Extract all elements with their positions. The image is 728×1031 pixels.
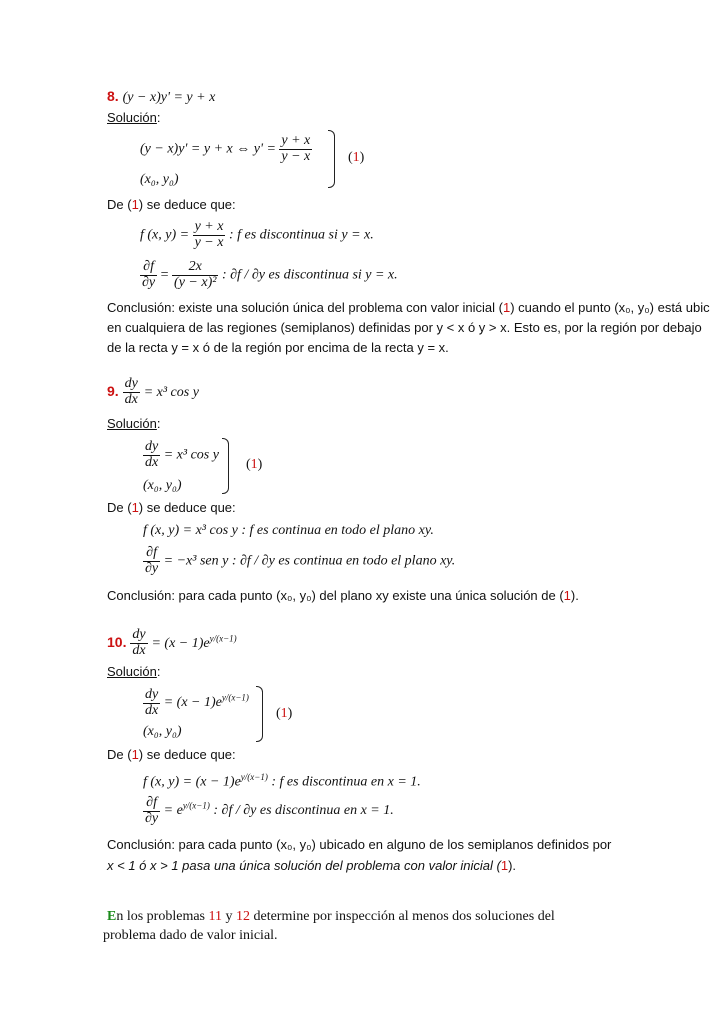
problem-equation: = $(x - 1)e^{y/(x-1)}$	[151, 633, 237, 651]
label-number: 1	[352, 150, 360, 165]
df-definition: $\frac{\partial f}{\partial y}$ = $e^{y/(x-1)}$ : ∂f / ∂y es discontinua en x = 1.	[145, 795, 394, 826]
drop-letter: E	[107, 909, 117, 924]
deduce-line: De (1) se deduce que:	[107, 747, 236, 762]
solucion-label	[107, 110, 161, 125]
conclusion-line-2: x < 1 ó x > 1 pasa una única solución del problema con valor inicial (1).	[107, 858, 517, 873]
df-definition: $\frac{\partial f}{\partial y}$ = −x³ sen y : ∂f / ∂y es continua en todo el plano xy.	[145, 545, 456, 576]
conclusion-line-1: Conclusión: para cada punto (x₀, y₀) ubicado en alguno de los semiplanos definidos por	[107, 837, 612, 852]
conclusion-line-1: Conclusión: existe una solución única del problema con valor inicial (1) cuando el punto (x₀, y₀) está ubic	[107, 300, 710, 315]
problem-9-heading	[107, 377, 199, 407]
f-definition: f (x, y) = $\frac{y + x}{y - x}$ : f es discontinua si y = x.	[140, 219, 374, 250]
conclusion-line-3: de la recta y = x ó de la región por encima de la recta y = x.	[107, 340, 449, 355]
system-fraction	[279, 134, 312, 164]
problem-10-heading	[107, 628, 237, 658]
dydx-fraction: $\frac{dy}{dx}$	[145, 687, 159, 718]
partial-fraction: $\frac{\partial f}{\partial y}$	[145, 545, 159, 576]
system-brace	[256, 686, 263, 742]
deduce-line: De (1) se deduce que:	[107, 500, 236, 515]
dydx-fraction: $\frac{dy}{dx}$	[145, 439, 159, 470]
initial-point: (x₀, y₀)	[143, 724, 182, 739]
initial-point: (x₀, y₀)	[140, 172, 179, 187]
fraction-num: y + x	[281, 133, 311, 148]
problem-8-heading	[107, 88, 215, 106]
conclusion-line: Conclusión: para cada punto (x₀, y₀) del plano xy existe una única solución de (1).	[107, 588, 579, 603]
problem-equation: (y − x)y' = y + x	[122, 90, 216, 105]
f-definition: f (x, $y) = (x - 1)e^{y/(x-1)}$ : f es discontinua en x = 1.	[143, 772, 421, 790]
fraction-den: y − x	[281, 148, 311, 164]
system-equation	[140, 134, 312, 164]
instructions-line-1: En los problemas 11 y 12 determine por inspección al menos dos soluciones del	[107, 909, 555, 924]
solucion-label: Solución:	[107, 416, 161, 431]
equation-label: (1)	[276, 706, 293, 721]
instructions-line-2: problema dado de valor inicial.	[103, 928, 278, 943]
partial-fraction: $\frac{\partial f}{\partial y}$	[142, 259, 156, 290]
problem-number: 10.	[107, 633, 127, 650]
f-fraction: $\frac{y + x}{y - x}$	[194, 219, 224, 250]
solucion-text: Solución	[107, 110, 157, 125]
dydx-fraction: $\frac{dy}{dx}$	[132, 627, 146, 658]
df-fraction: $\frac{2x}{\text{(y − x)²}}$	[174, 259, 217, 290]
df-definition: $\frac{\partial f}{\partial y}$ = $\frac{2x}{\text{(y − x)²}}$ : ∂f / ∂y es discontinua si y = x.	[142, 259, 398, 290]
colon: :	[156, 110, 161, 125]
ref-number: 1	[503, 300, 511, 315]
f-definition: f (x, y) = x³ cos y : f es continua en todo el plano xy.	[143, 523, 434, 538]
equation-label: (1)	[246, 457, 263, 472]
deduce-line: De (1) se deduce que:	[107, 197, 236, 212]
ref-number: 1	[131, 197, 139, 212]
problem-number: 9.	[107, 382, 119, 399]
solucion-label: Solución:	[107, 664, 161, 679]
problem-number: 8.	[107, 88, 119, 104]
system-brace	[222, 438, 229, 494]
problem-equation: = x³ cos y	[143, 384, 199, 400]
equation-label: (1)	[348, 150, 365, 165]
conclusion-line-2: en cualquiera de las regiones (semiplanos) definidas por y < x ó y > x. Esto es, por la región por debajo	[107, 320, 702, 335]
system-brace	[328, 130, 335, 188]
system-equation: $\frac{dy}{dx}$ = $(x - 1)e^{y/(x-1)}$	[145, 687, 249, 718]
system-equation: $\frac{dy}{dx}$ = x³ cos y	[145, 439, 219, 470]
system-lhs: (y − x)y' = y + x ⇔ y' =	[140, 141, 276, 157]
initial-point: (x₀, y₀)	[143, 478, 182, 493]
partial-fraction: $\frac{\partial f}{\partial y}$	[145, 795, 159, 826]
problem-ref: 11	[208, 909, 222, 924]
problem-ref: 12	[235, 909, 250, 924]
dydx-fraction: $\frac{dy}{dx}$	[124, 376, 138, 407]
